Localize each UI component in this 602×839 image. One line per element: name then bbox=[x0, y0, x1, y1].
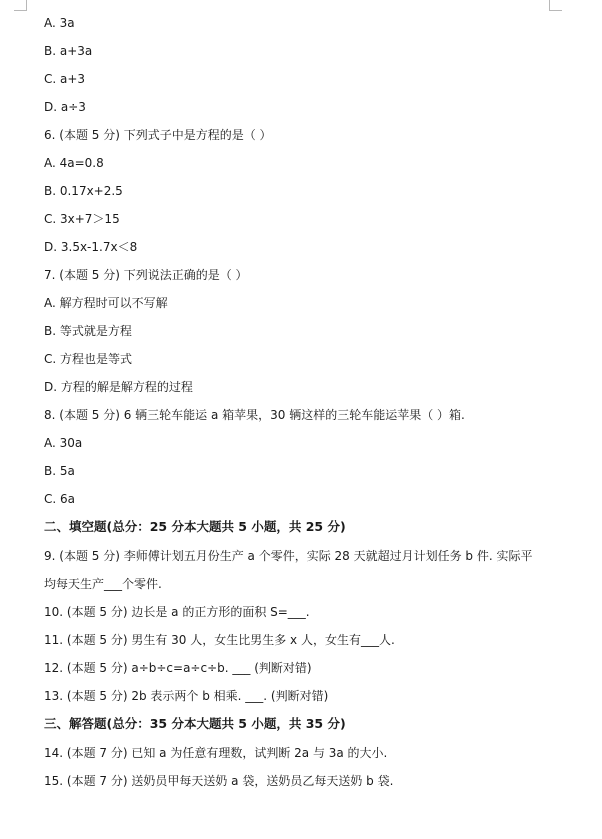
text-line: A. 4a=0.8 bbox=[44, 156, 104, 170]
text-line: B. 5a bbox=[44, 464, 75, 478]
page-corner-mark-left bbox=[14, 0, 27, 11]
text-line: C. 3x+7＞15 bbox=[44, 212, 120, 226]
text-line: B. a+3a bbox=[44, 44, 93, 58]
text-line: 15. (本题 7 分) 送奶员甲每天送奶 a 袋，送奶员乙每天送奶 b 袋. bbox=[44, 774, 394, 788]
text-line: 9. (本题 5 分) 李师傅计划五月份生产 a 个零件，实际 28 天就超过月计划任务 b 件. 实际平 bbox=[44, 549, 533, 563]
text-line: 13. (本题 5 分) 2b 表示两个 b 相乘. ___. (判断对错) bbox=[44, 689, 329, 703]
text-line: A. 3a bbox=[44, 16, 75, 30]
text-line: A. 解方程时可以不写解 bbox=[44, 296, 168, 310]
section-heading: 二、填空题(总分：25 分本大题共 5 小题，共 25 分) bbox=[44, 519, 346, 534]
text-line: 6. (本题 5 分) 下列式子中是方程的是（ ） bbox=[44, 128, 272, 142]
text-line: 8. (本题 5 分) 6 辆三轮车能运 a 箱苹果，30 辆这样的三轮车能运苹果（ ）箱. bbox=[44, 408, 465, 422]
text-line: 14. (本题 7 分) 已知 a 为任意有理数，试判断 2a 与 3a 的大小. bbox=[44, 746, 388, 760]
text-line: 11. (本题 5 分) 男生有 30 人，女生比男生多 x 人，女生有___人. bbox=[44, 633, 395, 647]
text-line: D. 方程的解是解方程的过程 bbox=[44, 380, 193, 394]
section-heading: 三、解答题(总分：35 分本大题共 5 小题，共 35 分) bbox=[44, 716, 346, 731]
text-line: 7. (本题 5 分) 下列说法正确的是（ ） bbox=[44, 268, 248, 282]
text-line: 均每天生产___个零件. bbox=[44, 577, 162, 591]
text-line: B. 0.17x+2.5 bbox=[44, 184, 123, 198]
text-line: C. a+3 bbox=[44, 72, 86, 86]
text-line: 12. (本题 5 分) a÷b÷c=a÷c÷b. ___ (判断对错) bbox=[44, 661, 312, 675]
text-line: A. 30a bbox=[44, 436, 83, 450]
text-line: B. 等式就是方程 bbox=[44, 324, 132, 338]
page-corner-mark-right bbox=[549, 0, 562, 11]
text-line: C. 方程也是等式 bbox=[44, 352, 133, 366]
text-line: C. 6a bbox=[44, 492, 75, 506]
text-line: D. a÷3 bbox=[44, 100, 86, 114]
text-line: 10. (本题 5 分) 边长是 a 的正方形的面积 S=___. bbox=[44, 605, 310, 619]
text-line: D. 3.5x-1.7x＜8 bbox=[44, 240, 138, 254]
